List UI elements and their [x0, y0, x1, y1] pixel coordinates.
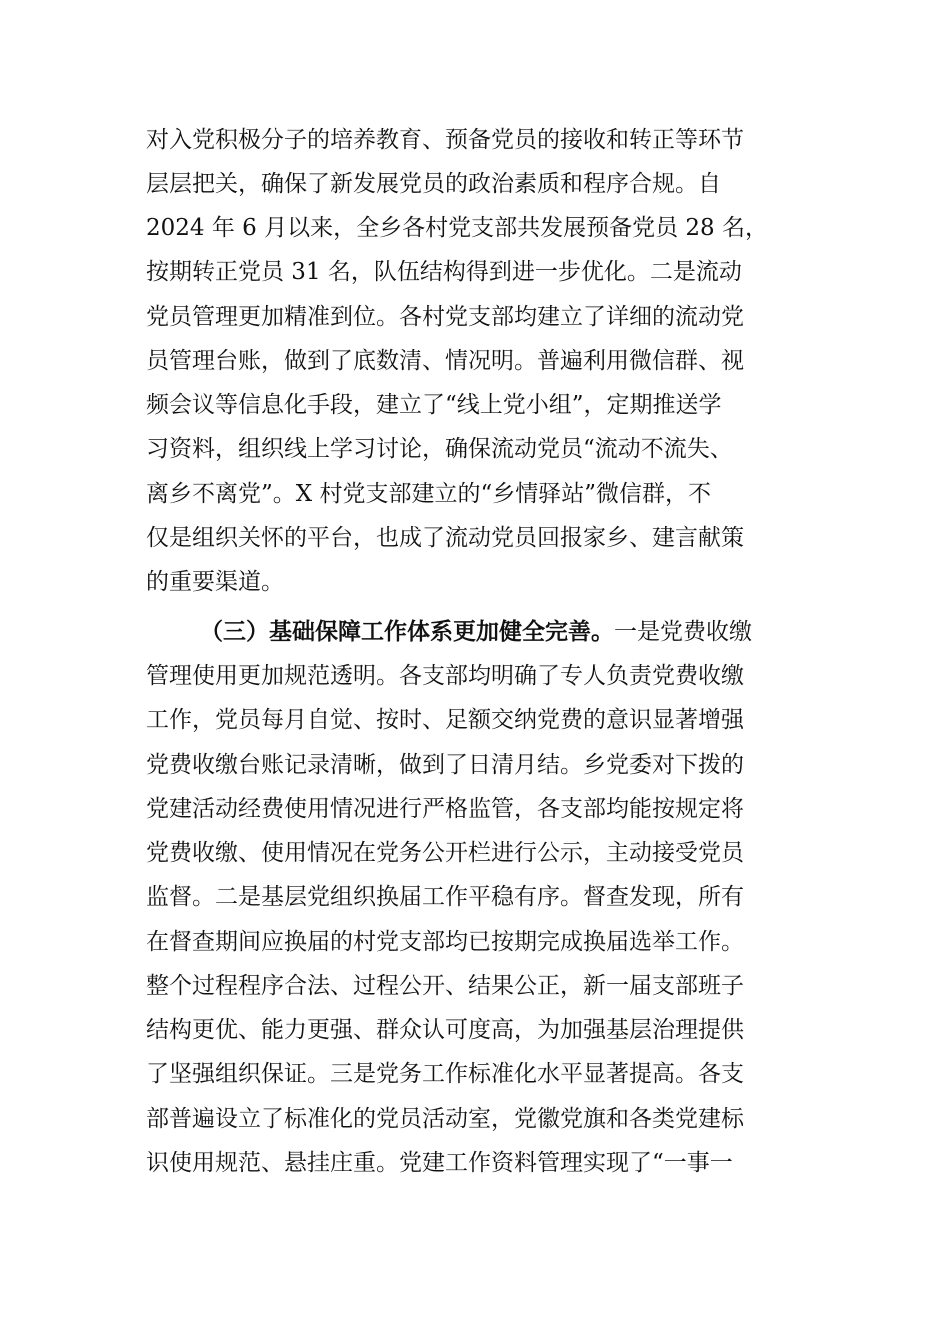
paragraph-line: 党费收缴台账记录清晰，做到了日清月结。乡党委对下拨的 — [146, 752, 744, 778]
paragraph-line: 监督。二是基层党组织换届工作平稳有序。督查发现，所有 — [146, 884, 744, 910]
section-3-first-line — [200, 612, 816, 652]
paragraph-line: 习资料，组织线上学习讨论，确保流动党员“流动不流失、 — [146, 436, 733, 462]
paragraph-line: 识使用规范、悬挂庄重。党建工作资料管理实现了“一事一 — [146, 1150, 733, 1176]
paragraph-line: 在督查期间应换届的村党支部均已按期完成换届选举工作。 — [146, 929, 744, 955]
paragraph-line: 党费收缴、使用情况在党务公开栏进行公示，主动接受党员 — [146, 840, 744, 866]
paragraph-line: 员管理台账，做到了底数清、情况明。普遍利用微信群、视 — [146, 348, 744, 374]
paragraph-line: 了坚强组织保证。三是党务工作标准化水平显著提高。各支 — [146, 1061, 744, 1087]
paragraph-line: 频会议等信息化手段，建立了“线上党小组”，定期推送学 — [146, 392, 722, 418]
paragraph-line: 的重要渠道。 — [146, 569, 284, 595]
paragraph-line: 党员管理更加精准到位。各村党支部均建立了详细的流动党 — [146, 304, 744, 330]
paragraph-line: 管理使用更加规范透明。各支部均明确了专人负责党费收缴 — [146, 663, 744, 689]
paragraph-line: 对入党积极分子的培养教育、预备党员的接收和转正等环节 — [146, 127, 744, 153]
paragraph-line: 层层把关，确保了新发展党员的政治素质和程序合规。自 — [146, 171, 721, 197]
paragraph-line: 离乡不离党”。X 村党支部建立的“乡情驿站”微信群，不 — [146, 481, 711, 507]
paragraph-line: 整个过程程序合法、过程公开、结果公正，新一届支部班子 — [146, 973, 744, 999]
section-3-first-line-text: 一是党费收缴 — [614, 619, 752, 645]
section-3-heading: （三）基础保障工作体系更加健全完善。 — [200, 618, 614, 645]
paragraph-line: 党建活动经费使用情况进行严格监管，各支部均能按规定将 — [146, 796, 744, 822]
paragraph-line: 结构更优、能力更强、群众认可度高，为加强基层治理提供 — [146, 1017, 744, 1043]
paragraph-line: 部普遍设立了标准化的党员活动室，党徽党旗和各类党建标 — [146, 1106, 744, 1132]
paragraph-line: 仅是组织关怀的平台，也成了流动党员回报家乡、建言献策 — [146, 525, 744, 551]
paragraph-line: 按期转正党员 31 名，队伍结构得到进一步优化。二是流动 — [146, 259, 742, 285]
paragraph-line: 2024 年 6 月以来，全乡各村党支部共发展预备党员 28 名， — [146, 215, 768, 241]
paragraph-line: 工作，党员每月自觉、按时、足额交纳党费的意识显著增强 — [146, 707, 744, 733]
